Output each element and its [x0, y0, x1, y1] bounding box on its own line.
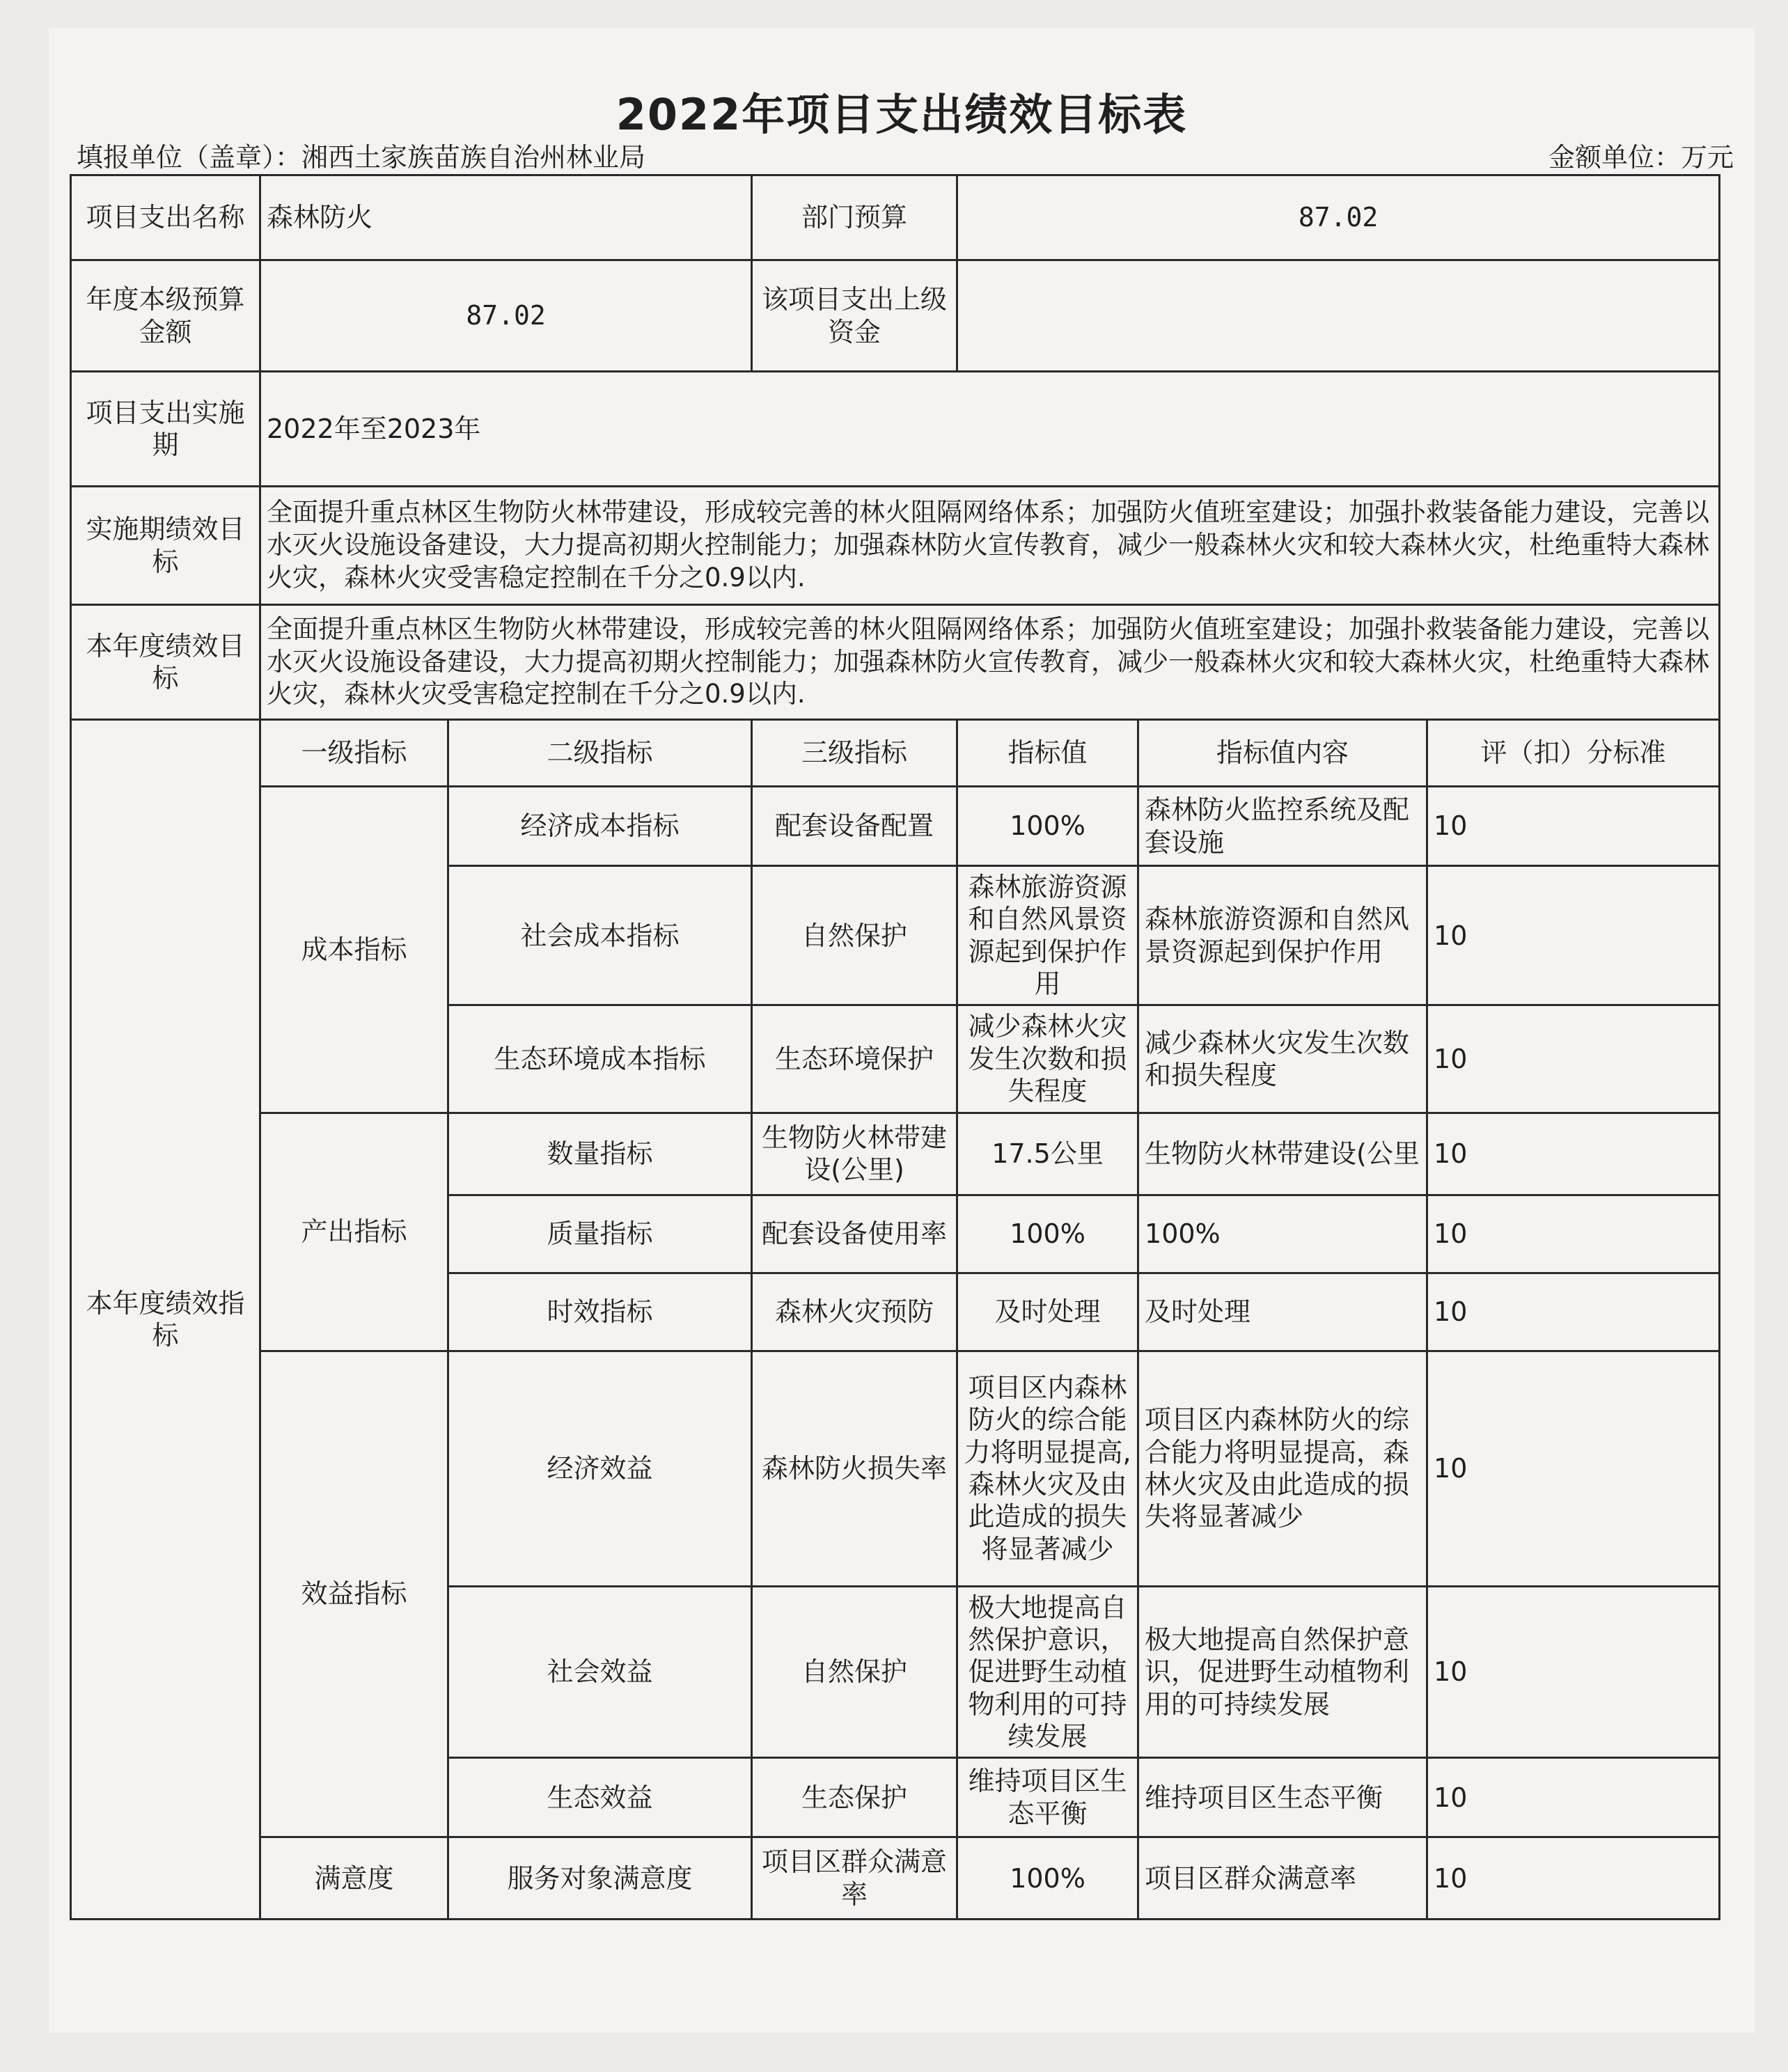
- score-standard: 10: [1427, 1005, 1720, 1113]
- annual-budget-value: 87.02: [260, 260, 752, 372]
- performance-table: [70, 174, 1720, 1920]
- level1-indicator: 满意度: [260, 1837, 448, 1920]
- reporter-name: 湘西土家族苗族自治州林业局: [301, 142, 646, 173]
- indicator-content: 项目区内森林防火的综合能力将明显提高，森林火灾及由此造成的损失将显著减少: [1138, 1351, 1427, 1586]
- level3-indicator: 自然保护: [752, 1586, 957, 1758]
- score-standard: 10: [1427, 1586, 1720, 1758]
- document-title: 2022年项目支出绩效目标表: [615, 89, 1188, 140]
- score-standard: 10: [1427, 1273, 1720, 1351]
- period-value: 2022年至2023年: [260, 372, 1720, 487]
- score-standard: 10: [1427, 1113, 1720, 1195]
- indicator-header-cell: 指标值内容: [1138, 720, 1427, 787]
- indicator-section-label: 本年度绩效指标: [71, 720, 260, 1920]
- score-standard: 10: [1427, 1758, 1720, 1837]
- indicator-header-cell: 指标值: [957, 720, 1138, 787]
- level3-indicator: 自然保护: [752, 866, 957, 1005]
- reporter-line: [77, 136, 645, 174]
- indicator-header-cell: 二级指标: [448, 720, 752, 787]
- indicator-content: 维持项目区生态平衡: [1138, 1758, 1427, 1837]
- level2-indicator: 社会效益: [448, 1586, 752, 1758]
- row-annual-goal: [71, 605, 1720, 720]
- indicator-value: 项目区内森林防火的综合能力将明显提高,森林火灾及由此造成的损失将显著减少: [957, 1351, 1138, 1586]
- level1-indicator: 成本指标: [260, 787, 448, 1113]
- indicator-value: 减少森林火灾发生次数和损失程度: [957, 1005, 1138, 1113]
- indicator-header-cell: 一级指标: [260, 720, 448, 787]
- level2-indicator: 服务对象满意度: [448, 1837, 752, 1920]
- indicator-content: 项目区群众满意率: [1138, 1837, 1427, 1920]
- annual-budget-label: 年度本级预算金额: [71, 260, 260, 372]
- indicator-header-row: [71, 720, 1720, 787]
- level2-indicator: 经济效益: [448, 1351, 752, 1586]
- indicator-row: [71, 1837, 1720, 1920]
- level2-indicator: 时效指标: [448, 1273, 752, 1351]
- row-annual-budget: [71, 260, 1720, 372]
- dept-budget-value: 87.02: [957, 175, 1720, 260]
- level2-indicator: 质量指标: [448, 1195, 752, 1273]
- indicator-value: 17.5公里: [957, 1113, 1138, 1195]
- level3-indicator: 生态保护: [752, 1758, 957, 1837]
- project-name-value: 森林防火: [260, 175, 752, 260]
- upper-funds-value: [957, 260, 1720, 372]
- indicator-value: 及时处理: [957, 1273, 1138, 1351]
- indicator-row: [71, 1351, 1720, 1586]
- indicator-content: 森林旅游资源和自然风景资源起到保护作用: [1138, 866, 1427, 1005]
- period-goal-value: 全面提升重点林区生物防火林带建设，形成较完善的林火阻隔网络体系；加强防火值班室建设；加强扑救装备能力建设，完善以水灭火设施设备建设，大力提高初期火控制能力；加强森林防火宣传教育，减少一般森林火灾和较大森林火灾，杜绝重特大森林火灾，森林火灾受害稳定控制在千分之0.9以内.: [260, 487, 1720, 605]
- score-standard: 10: [1427, 787, 1720, 866]
- indicator-content: 及时处理: [1138, 1273, 1427, 1351]
- indicator-content: 生物防火林带建设(公里: [1138, 1113, 1427, 1195]
- indicator-value: 100%: [957, 1837, 1138, 1920]
- period-label: 项目支出实施期: [71, 372, 260, 487]
- score-standard: 10: [1427, 866, 1720, 1005]
- level3-indicator: 生物防火林带建设(公里): [752, 1113, 957, 1195]
- document-page: [49, 28, 1755, 2033]
- level3-indicator: 生态环境保护: [752, 1005, 957, 1113]
- level3-indicator: 项目区群众满意率: [752, 1837, 957, 1920]
- level2-indicator: 生态环境成本指标: [448, 1005, 752, 1113]
- upper-funds-label: 该项目支出上级资金: [752, 260, 957, 372]
- level1-indicator: 产出指标: [260, 1113, 448, 1351]
- reporter-label: 填报单位（盖章）：: [77, 142, 302, 173]
- indicator-content: 极大地提高自然保护意识，促进野生动植物利用的可持续发展: [1138, 1586, 1427, 1758]
- indicator-content: 减少森林火灾发生次数和损失程度: [1138, 1005, 1427, 1113]
- row-period: [71, 372, 1720, 487]
- indicator-value: 森林旅游资源和自然风景资源起到保护作用: [957, 866, 1138, 1005]
- level1-indicator: 效益指标: [260, 1351, 448, 1837]
- indicator-value: 100%: [957, 787, 1138, 866]
- row-project-name: [71, 175, 1720, 260]
- indicator-content: 100%: [1138, 1195, 1427, 1273]
- indicator-content: 森林防火监控系统及配套设施: [1138, 787, 1427, 866]
- dept-budget-label: 部门预算: [752, 175, 957, 260]
- level3-indicator: 森林防火损失率: [752, 1351, 957, 1586]
- indicator-value: 维持项目区生态平衡: [957, 1758, 1138, 1837]
- level2-indicator: 生态效益: [448, 1758, 752, 1837]
- indicator-row: [71, 1113, 1720, 1195]
- indicator-row: [71, 787, 1720, 866]
- annual-goal-value: 全面提升重点林区生物防火林带建设，形成较完善的林火阻隔网络体系；加强防火值班室建设；加强扑救装备能力建设，完善以水灭火设施设备建设，大力提高初期火控制能力；加强森林防火宣传教育，减少一般森林火灾和较大森林火灾，杜绝重特大森林火灾，森林火灾受害稳定控制在千分之0.9以内.: [260, 605, 1720, 720]
- indicator-header-cell: 三级指标: [752, 720, 957, 787]
- level2-indicator: 数量指标: [448, 1113, 752, 1195]
- indicator-header-cell: 评（扣）分标准: [1427, 720, 1720, 787]
- project-name-label: 项目支出名称: [71, 175, 260, 260]
- period-goal-label: 实施期绩效目标: [71, 487, 260, 605]
- annual-goal-label: 本年度绩效目标: [71, 605, 260, 720]
- score-standard: 10: [1427, 1837, 1720, 1920]
- level2-indicator: 社会成本指标: [448, 866, 752, 1005]
- amount-unit: 金额单位：万元: [1548, 142, 1734, 173]
- level2-indicator: 经济成本指标: [448, 787, 752, 866]
- indicator-value: 极大地提高自然保护意识，促进野生动植物利用的可持续发展: [957, 1586, 1138, 1758]
- score-standard: 10: [1427, 1195, 1720, 1273]
- row-period-goal: [71, 487, 1720, 605]
- level3-indicator: 森林火灾预防: [752, 1273, 957, 1351]
- level3-indicator: 配套设备配置: [752, 787, 957, 866]
- score-standard: 10: [1427, 1351, 1720, 1586]
- level3-indicator: 配套设备使用率: [752, 1195, 957, 1273]
- indicator-value: 100%: [957, 1195, 1138, 1273]
